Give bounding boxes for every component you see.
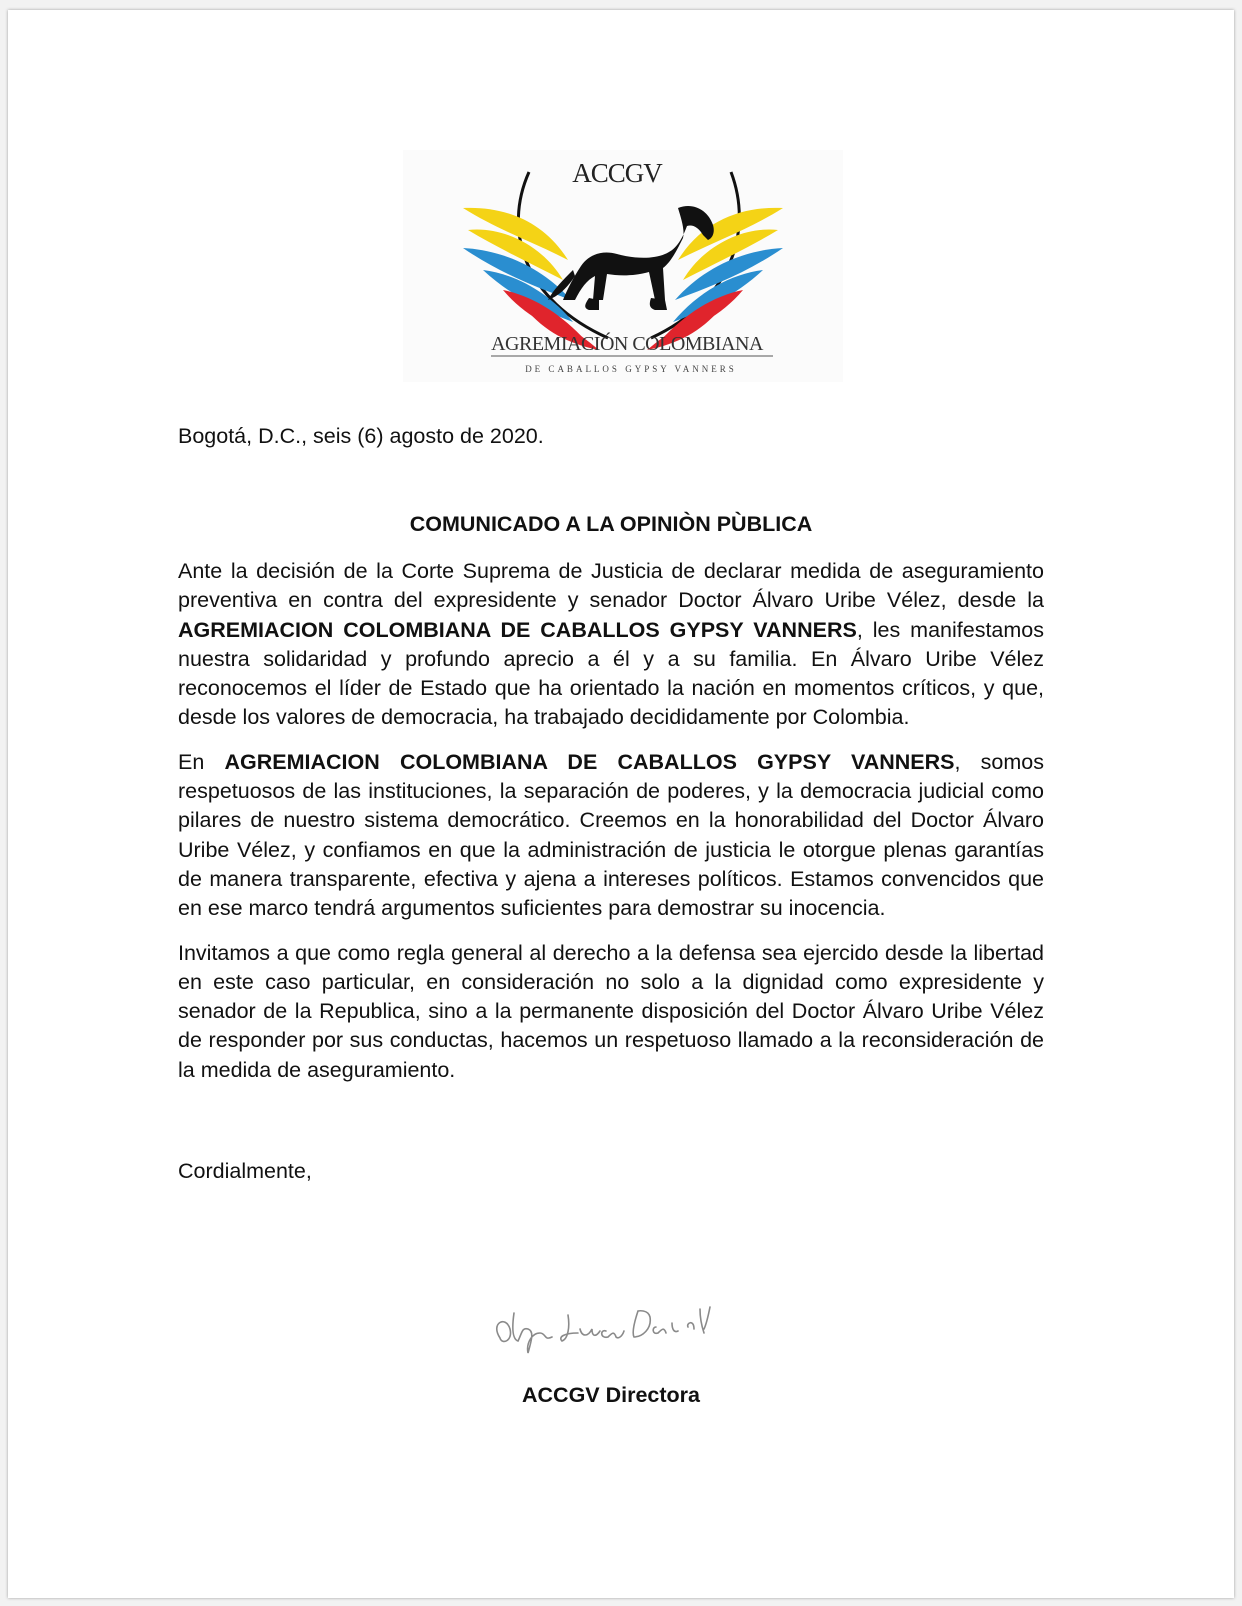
logo-acronym: ACCGV bbox=[572, 158, 662, 188]
letter-closing: Cordialmente, bbox=[178, 1159, 312, 1183]
paragraph-2-text-b: , somos respetuosos de las instituciones, la separación de poderes, y la democracia judicial como pilares de nuestro sistema democrático. Creemos en la honorabilidad del Doctor Álvaro Uribe Vélez, y confiamos en que la administración de justicia le otorgue plenas garantías de manera transparente, efectiva y ajena a intereses políticos. Estamos convencidos que en ese marco tendrá argumentos suficientes para demostrar su inocencia. bbox=[178, 749, 1044, 921]
signer-title: ACCGV Directora bbox=[521, 1383, 700, 1407]
organization-name: AGREMIACION COLOMBIANA DE CABALLOS GYPSY VANNERS bbox=[178, 617, 857, 642]
document-page bbox=[8, 10, 1234, 1598]
handwritten-signature bbox=[488, 1293, 728, 1363]
letter-title: COMUNICADO A LA OPINIÒN PÙBLICA bbox=[409, 512, 813, 536]
accgv-logo bbox=[403, 150, 843, 382]
paragraph-2 bbox=[178, 748, 1044, 924]
letter-date: Bogotá, D.C., seis (6) agosto de 2020. bbox=[178, 424, 544, 448]
letter-body bbox=[178, 557, 1044, 1100]
paragraph-3: Invitamos a que como regla general al derecho a la defensa sea ejercido desde la libertad en este caso particular, en consideración no solo a la dignidad como expresidente y senador de la Republica, sino a la permanente disposición del Doctor Álvaro Uribe Vélez de responder por sus conductas, hacemos un respetuoso llamado a la reconsideración de la medida de aseguramiento. bbox=[178, 940, 1044, 1082]
paragraph-1-text-b: , les manifestamos nuestra solidaridad y profundo aprecio a él y a su familia. En Álvaro Uribe Vélez reconocemos el líder de Estado que ha orientado la nación en momentos críticos, y que, desde los valores de democracia, ha trabajado decididamente por Colombia. bbox=[178, 617, 1044, 730]
logo-name-line1: AGREMIACIÓN COLOMBIANA bbox=[491, 333, 763, 355]
organization-name: AGREMIACION COLOMBIANA DE CABALLOS GYPSY VANNERS bbox=[224, 749, 955, 774]
paragraph-1-text-a: Ante la decisión de la Corte Suprema de Justicia de declarar medida de aseguramiento preventiva en contra del expresidente y senador Doctor Álvaro Uribe Vélez, desde la bbox=[178, 559, 1044, 613]
paragraph-1 bbox=[178, 557, 1044, 733]
paragraph-2-text-a: En bbox=[178, 749, 225, 774]
logo-name-line2: DE CABALLOS GYPSY VANNERS bbox=[525, 364, 737, 374]
